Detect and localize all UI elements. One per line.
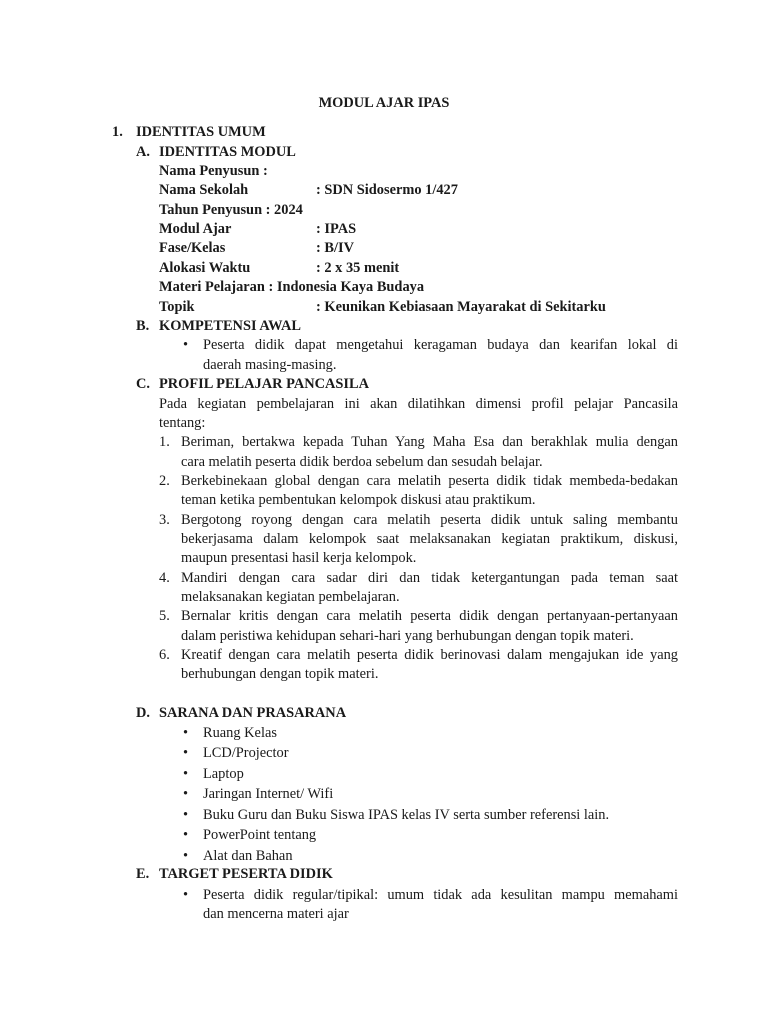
list-number: 5. [159,608,170,624]
identity-label: Topik [159,299,195,315]
list-item: Ruang Kelas [203,725,277,741]
identity-value: : IPAS [316,221,357,237]
list-item-line: dan mencerna materi ajar [203,906,349,922]
list-number: 6. [159,647,170,663]
list-item-line: Berkebinekaan global dengan cara melatih peserta didik tidak membeda-bedakan [181,473,678,489]
list-item-line: berhubungan dengan topik materi. [181,666,379,682]
identity-value: : B/IV [316,240,354,256]
bullet-icon: • [183,887,189,903]
bullet-icon: • [183,827,189,843]
bullet-icon: • [183,807,189,823]
list-item: Alat dan Bahan [203,848,293,864]
list-item-line: melaksanakan kegiatan pembelajaran. [181,589,400,605]
identity-label: Fase/Kelas [159,240,226,256]
list-item-line: maupun presentasi hasil kerja kelompok. [181,550,417,566]
subsection-letter-a: A. [136,144,150,160]
list-item: LCD/Projector [203,745,289,761]
bullet-icon: • [183,786,189,802]
identity-value: : 2 x 35 menit [316,260,400,276]
bullet-icon: • [183,337,189,353]
list-item-line: Kreatif dengan cara melatih peserta didik berinovasi dalam mengajukan ide yang [181,647,678,663]
section-number: 1. [112,124,123,140]
list-item-line: teman ketika pembentukan kelompok diskusi atau praktikum. [181,492,536,508]
subsection-heading-kompetensi-awal: KOMPETENSI AWAL [159,318,301,334]
list-item-line: bekerjasama dalam kelompok saat melaksanakan kegiatan praktikum, diskusi, [181,531,678,547]
list-number: 2. [159,473,170,489]
subsection-letter-d: D. [136,705,150,721]
identity-label: Tahun Penyusun : 2024 [159,202,303,218]
list-item-line: cara melatih peserta didik berdoa sebelum dan sesudah belajar. [181,454,543,470]
identity-value: : SDN Sidosermo 1/427 [316,182,458,198]
subsection-heading-sarana: SARANA DAN PRASARANA [159,705,347,721]
list-item-line: daerah masing-masing. [203,357,337,373]
bullet-icon: • [183,725,189,741]
list-item-line: Mandiri dengan cara sadar diri dan tidak ketergantungan pada teman saat [181,570,678,586]
subsection-letter-e: E. [136,866,150,882]
list-item-line: Peserta didik dapat mengetahui keragaman budaya dan kearifan lokal di [203,337,678,353]
identity-label: Nama Sekolah [159,182,249,198]
identity-value: : Keunikan Kebiasaan Mayarakat di Sekitarku [316,299,606,315]
list-item-line: Beriman, bertakwa kepada Tuhan Yang Maha Esa dan berakhlak mulia dengan [181,434,678,450]
subsection-heading-profil-pelajar: PROFIL PELAJAR PANCASILA [159,376,370,392]
list-number: 4. [159,570,170,586]
subsection-letter-b: B. [136,318,150,334]
bullet-icon: • [183,848,189,864]
subsection-heading-identitas-modul: IDENTITAS MODUL [159,144,296,160]
list-item-line: Bergotong royong dengan cara melatih peserta didik untuk saling membantu [181,512,678,528]
bullet-icon: • [183,766,189,782]
section-heading: IDENTITAS UMUM [136,124,266,140]
list-item: PowerPoint tentang [203,827,317,843]
list-item: Laptop [203,766,244,782]
paragraph-line: Pada kegiatan pembelajaran ini akan dilatihkan dimensi profil pelajar Pancasila [159,396,678,412]
paragraph-line: tentang: [159,415,206,431]
subsection-heading-target: TARGET PESERTA DIDIK [159,866,333,882]
list-number: 3. [159,512,170,528]
identity-label: Modul Ajar [159,221,232,237]
subsection-letter-c: C. [136,376,150,392]
list-item-line: Peserta didik regular/tipikal: umum tidak ada kesulitan mampu memahami [203,887,678,903]
list-item-line: Bernalar kritis dengan cara melatih peserta didik dengan pertanyaan-pertanyaan [181,608,678,624]
document-title: MODUL AJAR IPAS [318,95,450,111]
identity-label: Alokasi Waktu [159,260,251,276]
list-item-line: dalam peristiwa kehidupan sehari-hari yang berhubungan dengan topik materi. [181,628,634,644]
identity-label: Materi Pelajaran : Indonesia Kaya Budaya [159,279,425,295]
bullet-icon: • [183,745,189,761]
identity-label: Nama Penyusun : [159,163,268,179]
list-item: Jaringan Internet/ Wifi [203,786,334,802]
list-item: Buku Guru dan Buku Siswa IPAS kelas IV serta sumber referensi lain. [203,807,610,823]
list-number: 1. [159,434,170,450]
